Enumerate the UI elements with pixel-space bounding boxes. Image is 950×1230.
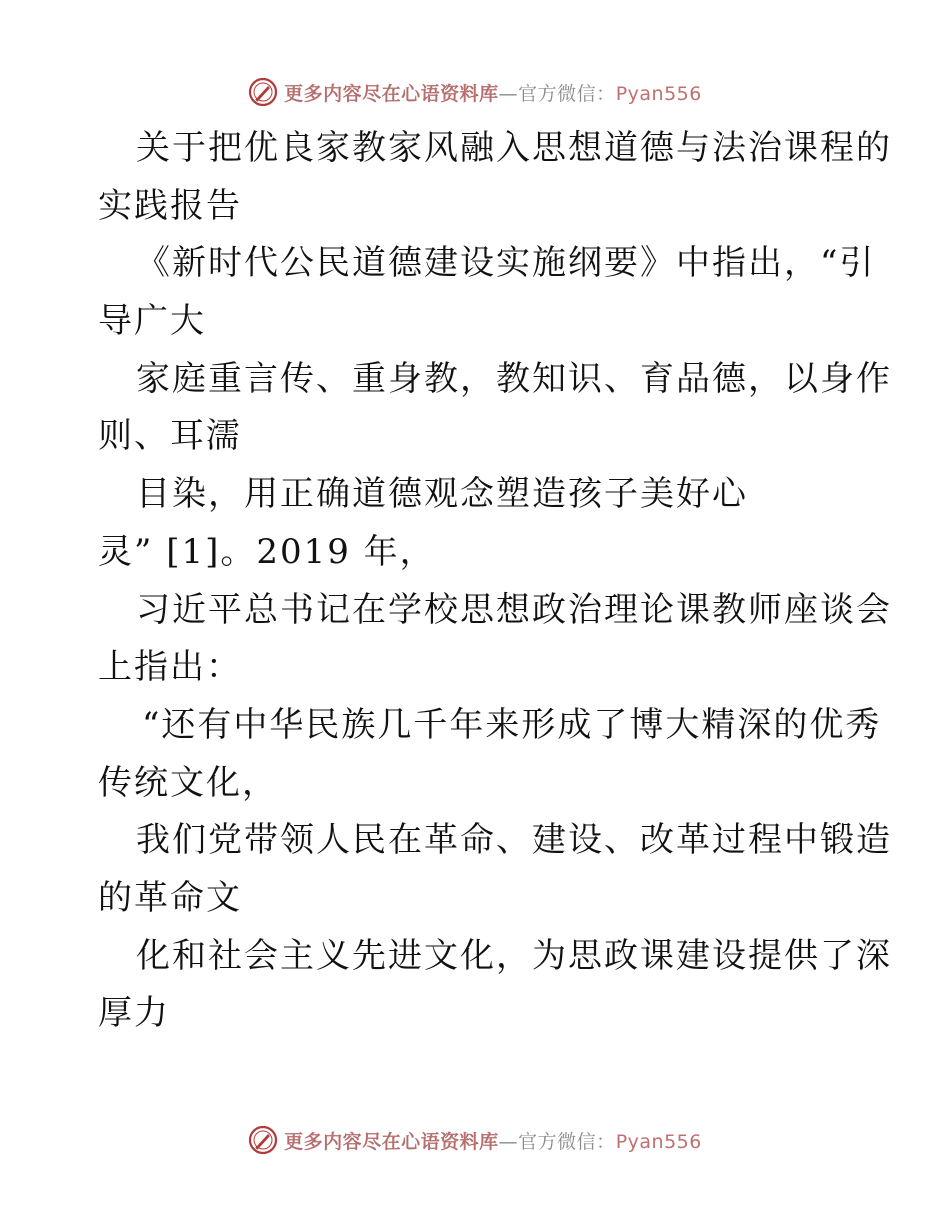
paragraph-line: 的革命文 (98, 877, 242, 918)
paragraph-line: 则、耳濡 (98, 416, 242, 457)
paragraph-line: 家庭重言传、重身教，教知识、育品德，以身作 (136, 358, 892, 399)
watermark-text (284, 1127, 702, 1154)
seal-logo-icon (248, 1125, 278, 1155)
footer-watermark (0, 1120, 950, 1160)
seal-logo-icon (248, 77, 278, 107)
watermark-source: 更多内容尽在心语资料库 (284, 82, 499, 105)
paragraph-line: 目染，用正确道德观念塑造孩子美好心 (136, 474, 748, 515)
paragraph-line: 传统文化， (98, 762, 278, 803)
paragraph-line: 化和社会主义先进文化，为思政课建设提供了深 (136, 935, 892, 976)
paragraph-line: 习近平总书记在学校思想政治理论课教师座谈会 (136, 589, 892, 630)
paragraph-line: 上指出： (98, 647, 242, 688)
paragraph-line: “还有中华民族几千年来形成了博大精深的优秀 (142, 704, 882, 745)
document-body (98, 120, 892, 1043)
paragraph-line: 导广大 (98, 301, 206, 342)
title-line-2: 实践报告 (98, 185, 242, 226)
watermark-wechat-id: Pyan556 (615, 82, 702, 105)
watermark-dash: — (498, 82, 519, 105)
watermark-source: 更多内容尽在心语资料库 (284, 1130, 499, 1153)
watermark-wechat-label: 官方微信： (518, 1130, 616, 1153)
watermark-wechat-id: Pyan556 (615, 1130, 702, 1153)
watermark-wechat-label: 官方微信： (518, 82, 616, 105)
paragraph-line: 灵” [1]。2019 年， (98, 531, 436, 572)
paragraph-line: 我们党带领人民在革命、建设、改革过程中锻造 (136, 820, 892, 861)
title-line-1: 关于把优良家教家风融入思想道德与法治课程的 (136, 128, 892, 168)
header-watermark (0, 72, 950, 112)
paragraph-line: 《新时代公民道德建设实施纲要》中指出，“引 (136, 243, 876, 284)
watermark-dash: — (498, 1130, 519, 1153)
paragraph-line: 厚力 (98, 993, 170, 1034)
watermark-text (284, 79, 702, 106)
